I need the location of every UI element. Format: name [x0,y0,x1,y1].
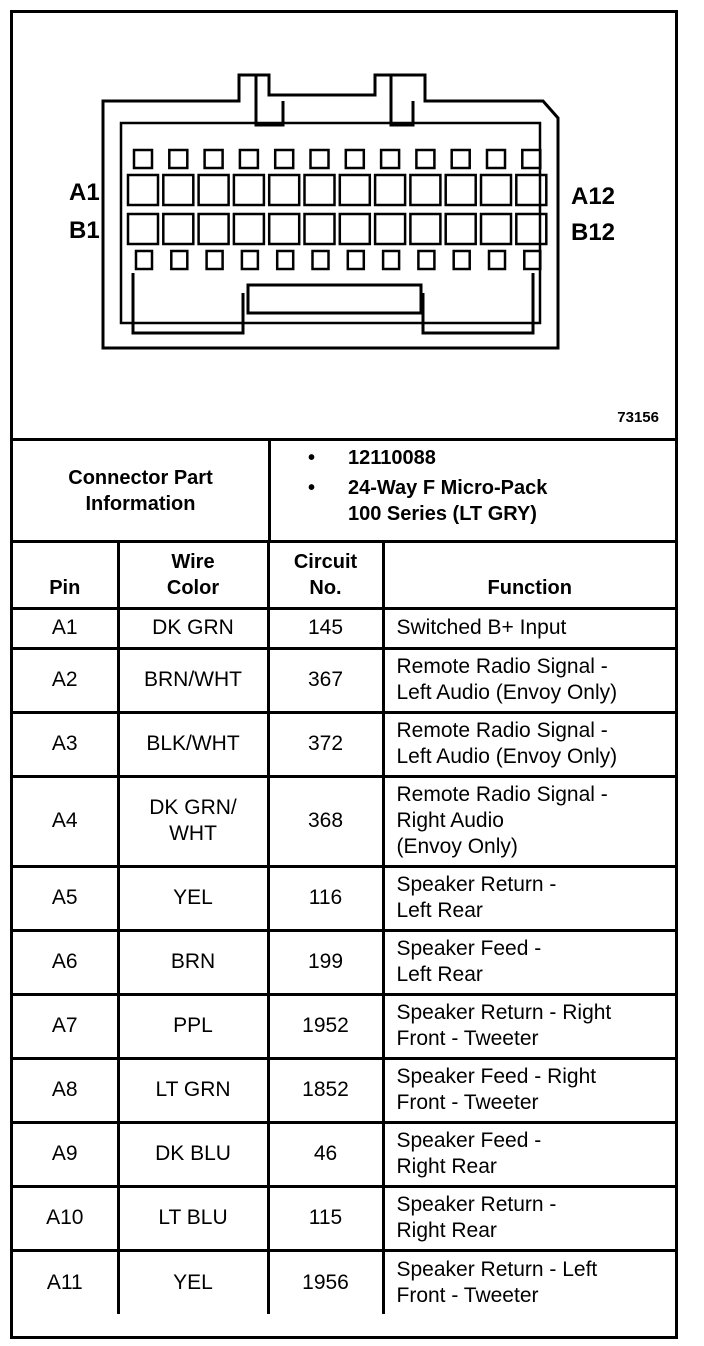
function-cell: Remote Radio Signal - Left Audio (Envoy Only) [383,712,675,776]
terminal-bottom [454,251,470,269]
cavity-a [269,175,299,205]
table-row [13,1250,675,1314]
cavity-b [199,214,229,244]
cavity-b [446,214,476,244]
cavity-b [163,214,193,244]
terminal-bottom [418,251,434,269]
connector-info-label: Connector Part Information [13,441,271,540]
cavity-a [199,175,229,205]
pin-cell: A6 [13,930,118,994]
table-row [13,1122,675,1186]
terminal-top [240,150,258,168]
pin-label-b1: B1 [69,217,100,244]
circuit-cell: 1956 [268,1250,383,1314]
wire-color-cell: BRN/WHT [118,648,268,712]
terminal-bottom [136,251,152,269]
table-row [13,994,675,1058]
terminal-top [311,150,329,168]
terminal-top [381,150,399,168]
cavity-a [305,175,335,205]
document-frame [10,10,678,1339]
wire-color-cell: YEL [118,1250,268,1314]
table-row [13,712,675,776]
cavity-b [305,214,335,244]
header-wire-color: Wire Color [118,540,268,608]
table-row [13,930,675,994]
pin-cell: A8 [13,1058,118,1122]
terminal-bottom [524,251,540,269]
pin-cell: A11 [13,1250,118,1314]
wire-color-cell: DK GRN [118,608,268,648]
function-cell: Speaker Feed - Left Rear [383,930,675,994]
circuit-cell: 199 [268,930,383,994]
wire-color-cell: YEL [118,866,268,930]
pinout-table [13,540,675,1314]
cavity-b [340,214,370,244]
header-function: Function [383,540,675,608]
connector-info-bullets [278,445,668,531]
cavity-a [410,175,440,205]
function-cell: Switched B+ Input [383,608,675,648]
cavity-a [163,175,193,205]
pin-cell: A7 [13,994,118,1058]
pin-label-b12: B12 [571,219,616,246]
function-cell: Speaker Feed - Right Rear [383,1122,675,1186]
wire-color-cell: DK BLU [118,1122,268,1186]
table-row [13,1058,675,1122]
function-cell: Speaker Feed - Right Front - Tweeter [383,1058,675,1122]
pin-label-a12: A12 [571,183,616,210]
cavity-a [234,175,264,205]
circuit-cell: 1852 [268,1058,383,1122]
terminal-top [169,150,187,168]
function-cell: Speaker Return - Right Front - Tweeter [383,994,675,1058]
table-row [13,866,675,930]
pin-cell: A1 [13,608,118,648]
terminal-bottom [489,251,505,269]
wire-color-cell: PPL [118,994,268,1058]
header-circuit: Circuit No. [268,540,383,608]
cavity-b [128,214,158,244]
circuit-cell: 372 [268,712,383,776]
circuit-cell: 368 [268,776,383,866]
terminal-top [346,150,364,168]
table-header-row [13,540,675,608]
pin-cell: A3 [13,712,118,776]
terminal-bottom [207,251,223,269]
pin-cell: A2 [13,648,118,712]
function-cell: Remote Radio Signal - Right Audio (Envoy Only) [383,776,675,866]
circuit-cell: 115 [268,1186,383,1250]
cavity-b [410,214,440,244]
terminal-bottom [277,251,293,269]
cavity-a [340,175,370,205]
circuit-cell: 116 [268,866,383,930]
pin-label-a1: A1 [69,179,100,206]
cavity-a [446,175,476,205]
cavity-b [234,214,264,244]
bullet-part-number: • 12110088 [308,447,436,469]
connector-diagram [13,13,675,441]
pin-cell: A9 [13,1122,118,1186]
table-row [13,1186,675,1250]
terminal-bottom [383,251,399,269]
function-cell: Remote Radio Signal - Left Audio (Envoy Only) [383,648,675,712]
wire-color-cell: BLK/WHT [118,712,268,776]
cavity-a [128,175,158,205]
cavity-a [516,175,546,205]
cavity-b [516,214,546,244]
cavity-b [375,214,405,244]
function-cell: Speaker Return - Right Rear [383,1186,675,1250]
circuit-cell: 1952 [268,994,383,1058]
table-row [13,776,675,866]
terminal-top [522,150,540,168]
terminal-top [205,150,223,168]
function-cell: Speaker Return - Left Front - Tweeter [396,1257,598,1307]
pin-cell: A4 [13,776,118,866]
cavity-a [375,175,405,205]
wire-color-cell: LT BLU [118,1186,268,1250]
pin-cell: A5 [13,866,118,930]
connector-part-info [13,441,675,543]
cavity-a [481,175,511,205]
terminal-bottom [348,251,364,269]
header-pin: Pin [13,540,118,608]
terminal-top [452,150,470,168]
circuit-cell: 46 [268,1122,383,1186]
table-row [13,648,675,712]
wire-color-cell: DK GRN/ WHT [118,776,268,866]
wire-color-cell: LT GRN [118,1058,268,1122]
wire-color-cell: BRN [118,930,268,994]
function-cell: Speaker Return - Left Rear [383,866,675,930]
cavity-b [269,214,299,244]
terminal-bottom [242,251,258,269]
circuit-cell: 367 [268,648,383,712]
terminal-bottom [171,251,187,269]
circuit-cell: 145 [268,608,383,648]
terminal-top [275,150,293,168]
pin-cell: A10 [13,1186,118,1250]
cavity-b [481,214,511,244]
terminal-top [134,150,152,168]
table-row [13,608,675,648]
bullet-connector-type: • 24-Way F Micro-Pack 100 Series (LT GRY) [308,477,548,525]
terminal-bottom [313,251,329,269]
figure-number: 73156 [617,409,659,426]
terminal-top [487,150,505,168]
terminal-top [416,150,434,168]
